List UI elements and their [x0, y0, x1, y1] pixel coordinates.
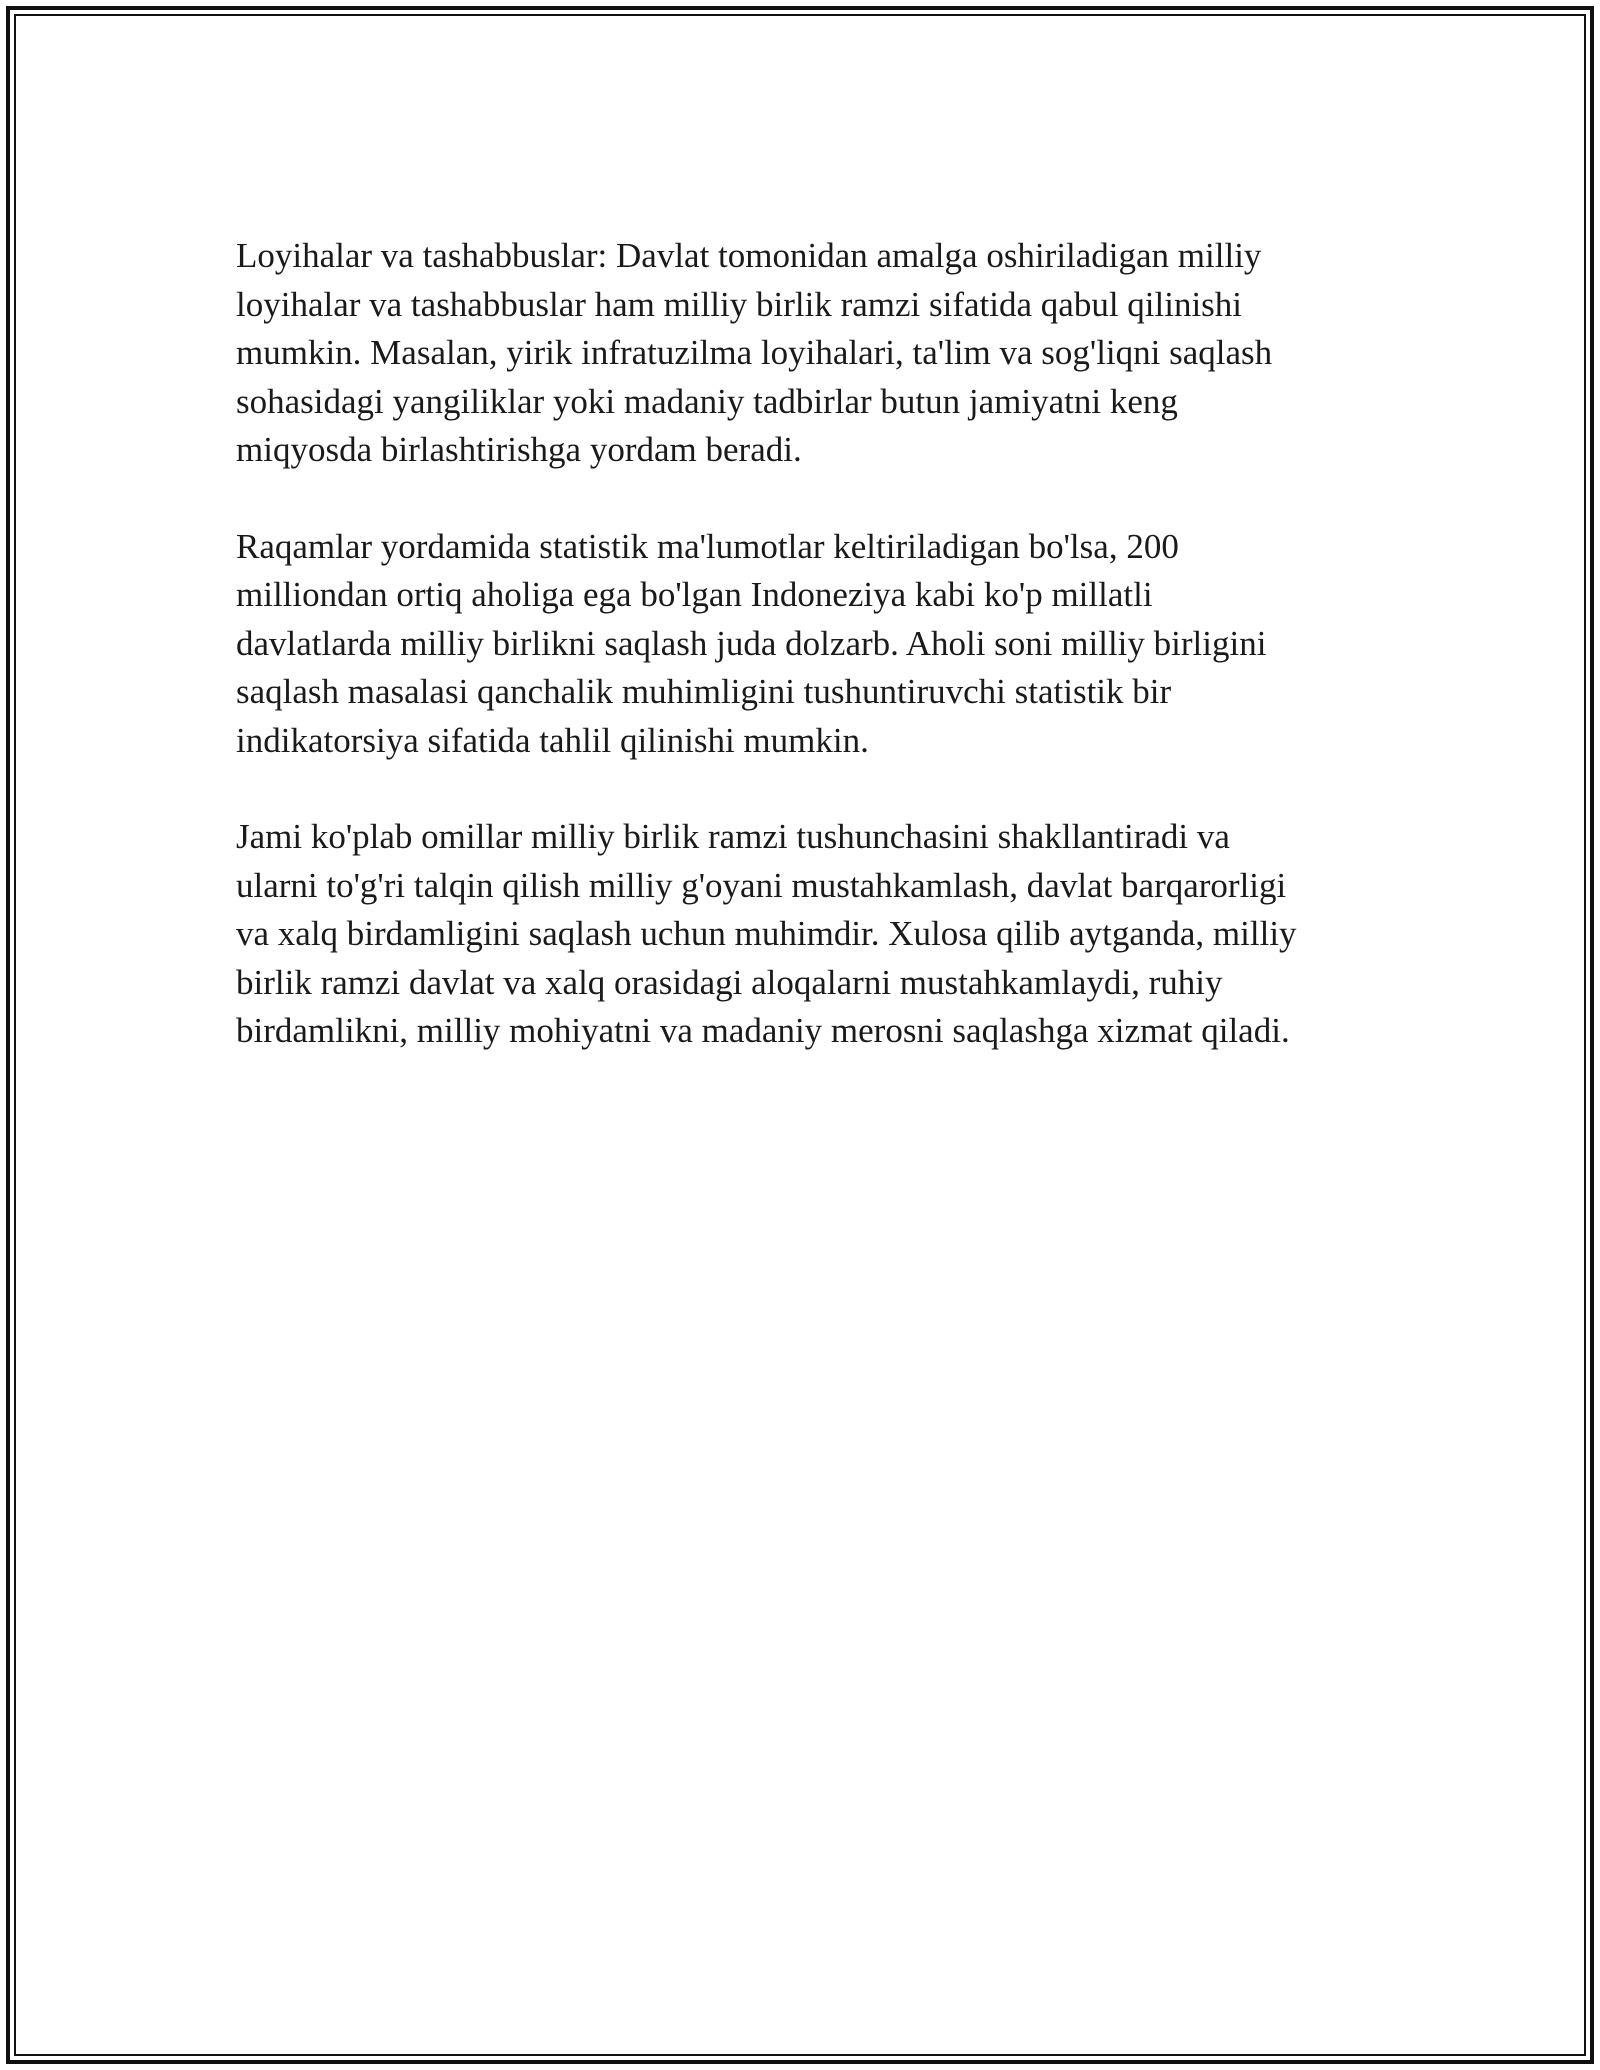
text-line: miqyosda birlashtirishga yordam beradi. [236, 430, 802, 469]
document-body [236, 232, 1366, 1104]
text-line: birdamlikni, milliy mohiyatni va madaniy merosni saqlashga xizmat qiladi. [236, 1011, 1290, 1050]
text-line: loyihalar va tashabbuslar ham milliy birlik ramzi sifatida qabul qilinishi [236, 284, 1243, 324]
text-line: davlatlarda milliy birlikni saqlash juda dolzarb. Aholi soni milliy birligini [236, 623, 1267, 663]
text-line: indikatorsiya sifatida tahlil qilinishi mumkin. [236, 720, 869, 760]
text-line: milliondan ortiq aholiga ega bo'lgan Indoneziya kabi ko'p millatli [236, 575, 1153, 614]
text-line: ularni to'g'ri talqin qilish milliy g'oyani mustahkamlash, davlat barqarorligi [236, 865, 1287, 905]
text-line: mumkin. Masalan, yirik infratuzilma loyihalari, ta'lim va sog'liqni saqlash [236, 333, 1273, 372]
text-line: va xalq birdamligini saqlash uchun muhimdir. Xulosa qilib aytganda, milliy [236, 914, 1297, 953]
text-line: Raqamlar yordamida statistik ma'lumotlar keltiriladigan bo'lsa, 200 [236, 526, 1179, 566]
text-line: birlik ramzi davlat va xalq orasidagi aloqalarni mustahkamlaydi, ruhiy [236, 962, 1223, 1002]
text-line: Jami ko'plab omillar milliy birlik ramzi tushunchasini shakllantiradi va [236, 817, 1230, 856]
paragraph-1 [236, 232, 1366, 475]
text-line: Loyihalar va tashabbuslar: Davlat tomonidan amalga oshiriladigan milliy [236, 236, 1262, 275]
paragraph-2 [236, 523, 1366, 766]
text-line: saqlash masalasi qanchalik muhimligini tushuntiruvchi statistik bir [236, 672, 1172, 711]
paragraph-3 [236, 813, 1366, 1056]
text-line: sohasidagi yangiliklar yoki madaniy tadbirlar butun jamiyatni keng [236, 381, 1178, 421]
